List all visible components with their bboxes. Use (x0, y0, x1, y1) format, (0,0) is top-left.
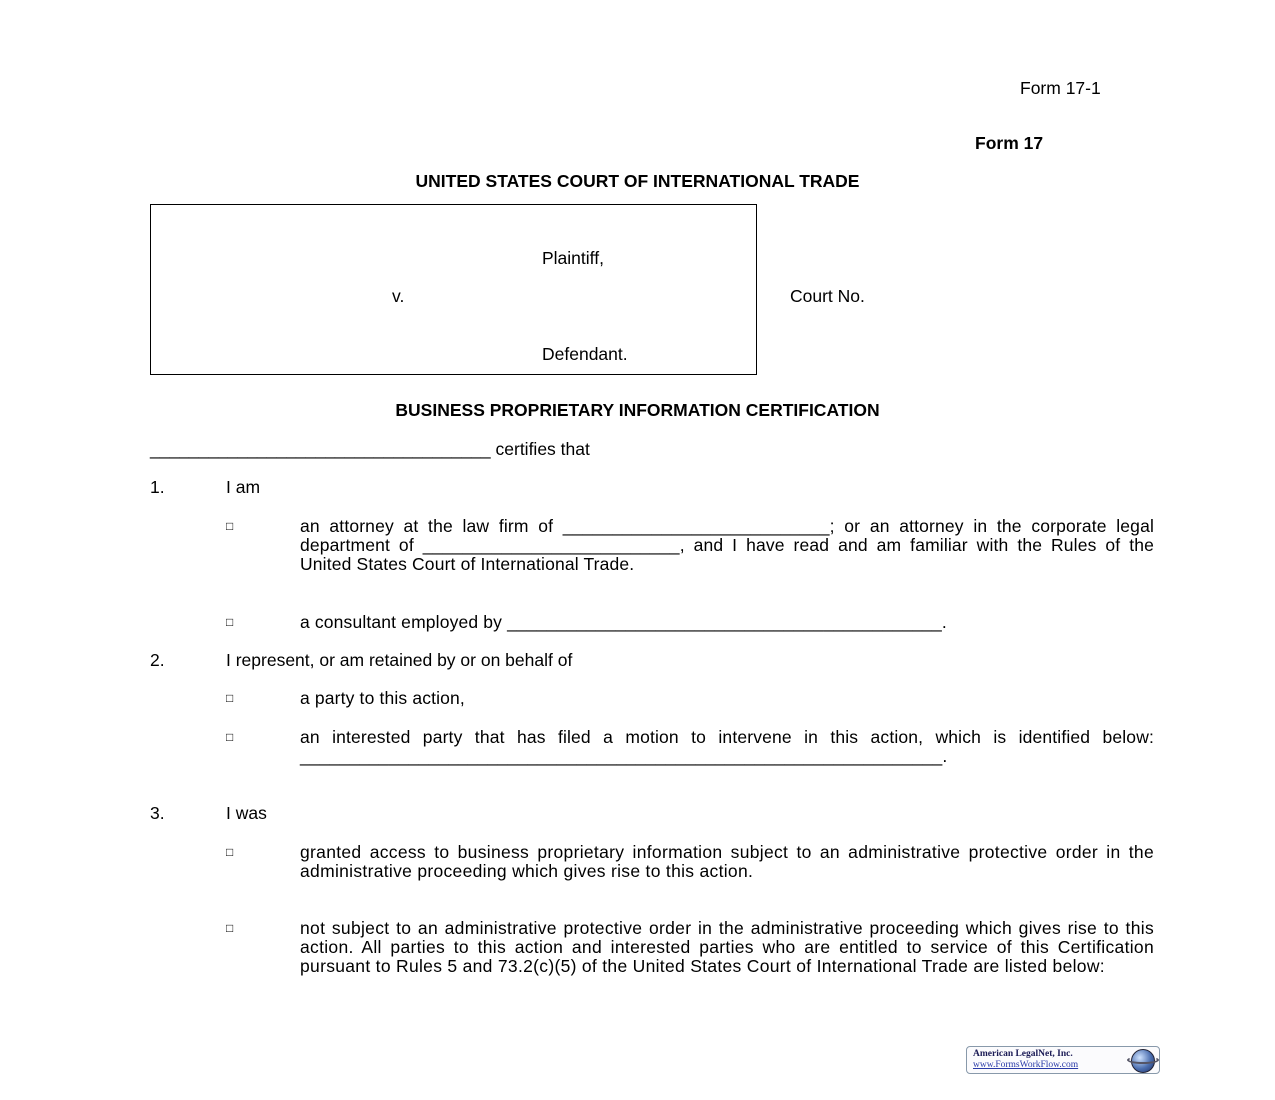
plaintiff-label: Plaintiff, (542, 248, 604, 268)
globe-ring-icon (1127, 1056, 1159, 1064)
attorney-checkbox[interactable]: □ (226, 519, 234, 533)
logo-url[interactable]: www.FormsWorkFlow.com (973, 1060, 1079, 1070)
item-number: 3. (150, 803, 165, 823)
form-number: Form 17-1 (1020, 78, 1101, 98)
interested-party-option: an interested party that has filed a motion to intervene in this action, which is identified below: _________________________________________________________________. (300, 727, 1154, 767)
form-label: Form 17 (975, 133, 1044, 153)
item-text: I am (226, 477, 261, 497)
item-number: 2. (150, 650, 165, 670)
court-number-label: Court No. (790, 286, 865, 306)
case-caption-box (150, 204, 757, 375)
certifies-line: ___________________________________ certifies that (150, 439, 590, 459)
versus-label: v. (392, 286, 405, 306)
logo-company-name: American LegalNet, Inc. (973, 1049, 1073, 1059)
interested-party-checkbox[interactable]: □ (226, 730, 234, 744)
not-subject-checkbox[interactable]: □ (226, 921, 234, 935)
granted-access-checkbox[interactable]: □ (226, 845, 234, 859)
consultant-option: a consultant employed by ____________________________________________. (300, 612, 947, 632)
certification-title: BUSINESS PROPRIETARY INFORMATION CERTIFICATION (395, 400, 880, 420)
american-legalnet-logo[interactable] (966, 1046, 1160, 1074)
granted-access-option: granted access to business proprietary information subject to an administrative protective order in the administrative proceeding which gives rise to this action. (300, 842, 1154, 882)
item-number: 1. (150, 477, 165, 497)
attorney-option: an attorney at the law firm of ___________________________; or an attorney in the corporate legal department of __________________________, and I have read and am familiar with the Rules of the United States Court of International Trade. (300, 516, 1154, 575)
court-name: UNITED STATES COURT OF INTERNATIONAL TRADE (415, 171, 860, 191)
party-checkbox[interactable]: □ (226, 691, 234, 705)
item-text: I represent, or am retained by or on behalf of (226, 650, 573, 670)
consultant-checkbox[interactable]: □ (226, 615, 234, 629)
item-text: I was (226, 803, 267, 823)
party-option: a party to this action, (300, 688, 465, 708)
defendant-label: Defendant. (542, 344, 628, 364)
not-subject-option: not subject to an administrative protective order in the administrative proceeding which gives rise to this action. All parties to this action and interested parties who are entitled to service of this Certification pursuant to Rules 5 and 73.2(c)(5) of the United States Court of International Trade are listed below: (300, 918, 1154, 977)
